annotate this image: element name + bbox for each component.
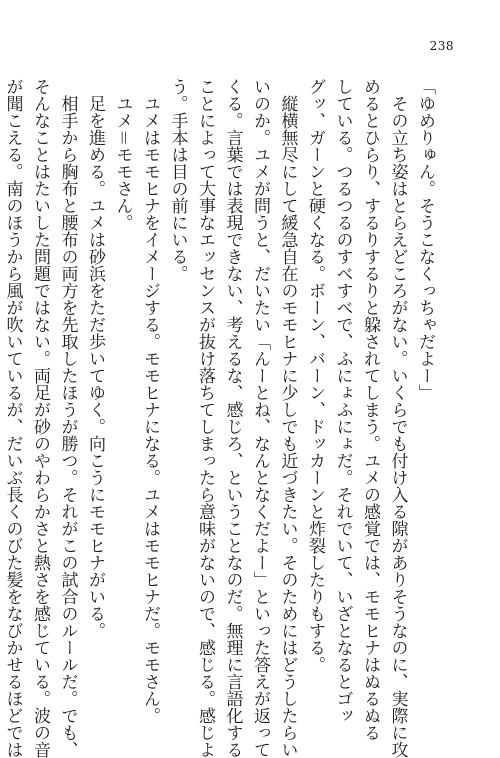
text-line: 「ゆめりゅん。そうこなくっちゃだよー」 [415, 78, 435, 401]
text-line: グッ、ガーンと硬くなる。ボーン、バーン、ドッカーンと炸裂したりもする。 [305, 78, 325, 673]
text-line: そんなことはたいした問題ではない。両足が砂のやわらかさと熱さを感じている。波の音 [30, 78, 50, 758]
novel-text-body [2, 78, 438, 758]
text-line: ユメはモモヒナをイメージする。モモヒナになる。ユメはモモヒナだ。モモさん。 [140, 78, 160, 724]
text-line: くる。言葉では表現できない、考えるな、感じろ、ということなのだ。無理に言語化する [222, 78, 243, 758]
text-line: いのか。ユメが問うと、だいたい「んーとね、なんとなくだよー」といった答えが返って [250, 78, 270, 758]
text-line: う。手本は目の前にいる。 [167, 78, 188, 282]
text-line: が聞こえる。南のほうから風が吹いているが、だいぶ長くのびた髪をなびかせるほどでは [2, 78, 23, 758]
text-line: している。つるつるのすべすべで、ふにょふにょだ。それでいて、いざとなるとゴッ [332, 78, 353, 724]
text-line: めるとひらり、するりするりと躱されてしまう。ユメの感覚では、モモヒナはぬるぬる [360, 78, 380, 741]
text-line: その立ち姿はとらえどころがない。いくらでも付け入る隙がありそうなのに、実際に攻 [387, 78, 408, 758]
text-line: 縦横無尽にして緩急自在のモモヒナに少しでも近づきたい。そのためにはどうしたらい [277, 78, 298, 758]
text-line: 足を進める。ユメは砂浜をただ歩いてゆく。向こうにモモヒナがいる。 [85, 78, 105, 639]
text-line: 相手から胸布と腰布の両方を先取したほうが勝つ。それがこの試合のルールだ。でも、 [57, 78, 78, 758]
text-line: ことによって大事なエッセンスが抜け落ちてしまったら意味がないので、感じる。感じよ [195, 78, 215, 758]
page-number: 238 [429, 39, 454, 53]
text-line: ユメ＝モモさん。 [112, 78, 133, 231]
